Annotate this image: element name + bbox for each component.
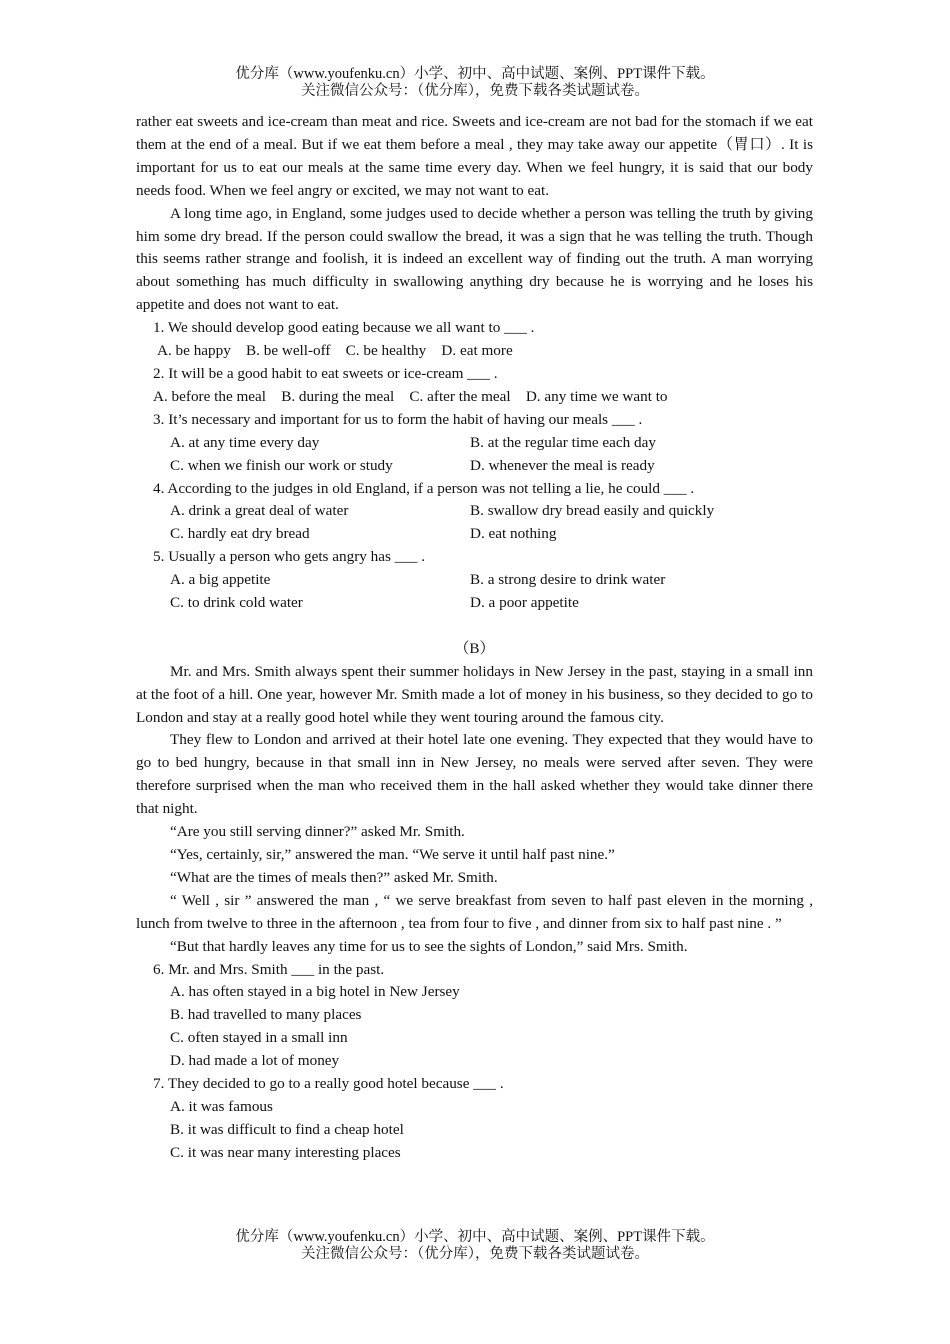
option-d: D. a poor appetite [470,594,579,612]
option-c: C. to drink cold water [170,594,303,612]
passage-a-paragraph-2: A long time ago, in England, some judges used to decide whether a person was telling the truth by giving him some dry bread. If the person could swallow the bread, it was a sign that he was telling the truth. Though this seems rather strange and foolish, it is indeed an excellent way of finding out the truth. A man worrying about something has much difficulty in swallowing anything dry because he is worrying and he loses his appetite and does not want to eat. [136,204,813,314]
option-c: C. hardly eat dry bread [170,525,310,543]
question-2: 2. It will be a good habit to eat sweets or ice-cream ___ . [153,364,498,382]
question-3-options-row-1 [136,432,813,455]
header-line-2: 关注微信公众号：（优分库），免费下载各类试题试卷。 [301,83,649,99]
option-a: A. at any time every day [170,433,320,451]
passage-b-paragraph-4: “Yes, certainly, sir,” answered the man. “We serve it until half past nine.” [170,845,615,863]
question-5-options-row-2 [136,592,813,615]
section-b-label: （B） [454,639,495,657]
page-header [0,66,950,100]
option-a: A. a big appetite [170,571,271,589]
question-4: 4. According to the judges in old England, if a person was not telling a lie, he could ___ . [153,479,695,497]
option-b: B. swallow dry bread easily and quickly [470,502,715,520]
passage-b-paragraph-1: Mr. and Mrs. Smith always spent their summer holidays in New Jersey in the past, staying in a small inn at the foot of a hill. One year, however Mr. Smith made a lot of money in his business, so they decided to go to London and stay at a really good hotel while they went touring around the famous city. [136,662,813,726]
section-spacer [136,615,813,638]
question-1-options: A. be happy B. be well-off C. be healthy D. eat more [157,342,513,360]
question-6-option-c: C. often stayed in a small inn [170,1029,348,1047]
option-d: D. eat nothing [470,525,557,543]
passage-a-paragraph-1: rather eat sweets and ice-cream than meat and rice. Sweets and ice-cream are not bad for the stomach if we eat them at the end of a meal. But if we eat them before a meal , they may take away our appetite（胃口）. It is important for us to eat our meals at the same time every day. When we feel hungry, it is said that our body needs food. When we feel angry or excited, we may not want to eat. [136,113,813,199]
question-4-options-row-1 [136,500,813,523]
question-5-options-row-1 [136,569,813,592]
passage-b-paragraph-7: “But that hardly leaves any time for us to see the sights of London,” said Mrs. Smith. [170,937,688,955]
option-b: B. at the regular time each day [470,433,656,451]
option-b: B. a strong desire to drink water [470,571,666,589]
question-1: 1. We should develop good eating because we all want to ___ . [153,319,535,337]
question-6-option-b: B. had travelled to many places [170,1006,362,1024]
question-6: 6. Mr. and Mrs. Smith ___ in the past. [153,960,385,978]
passage-b-paragraph-2: They flew to London and arrived at their hotel late one evening. They expected that they would have to go to bed hungry, because in that small inn in New Jersey, no meals were served after seven. They were therefore surprised when the man who received them in the hall asked whether they would take dinner there that night. [136,731,813,818]
passage-b-paragraph-3: “Are you still serving dinner?” asked Mr. Smith. [170,823,465,841]
footer-line-1: 优分库（www.youfenku.cn）小学、初中、高中试题、案例、PPT课件下载。 [235,1229,715,1245]
question-7: 7. They decided to go to a really good hotel because ___ . [153,1075,504,1093]
passage-b-paragraph-6: “ Well , sir ” answered the man , “ we serve breakfast from seven to half past eleven in the morning , lunch from twelve to three in the afternoon , tea from four to five , and dinner from six to half past nine . ” [136,891,813,932]
page-content [136,111,813,1165]
question-7-option-b: B. it was difficult to find a cheap hotel [170,1120,404,1138]
question-7-option-c: C. it was near many interesting places [170,1143,401,1161]
option-c: C. when we finish our work or study [170,456,393,474]
option-d: D. whenever the meal is ready [470,456,655,474]
question-7-option-a: A. it was famous [170,1097,273,1115]
question-5: 5. Usually a person who gets angry has ___ . [153,548,426,566]
question-3-options-row-2 [136,455,813,478]
option-a: A. drink a great deal of water [170,502,349,520]
question-6-option-a: A. has often stayed in a big hotel in New Jersey [170,983,460,1001]
header-line-1: 优分库（www.youfenku.cn）小学、初中、高中试题、案例、PPT课件下载。 [235,66,715,82]
question-3: 3. It’s necessary and important for us to form the habit of having our meals ___ . [153,410,643,428]
footer-line-2: 关注微信公众号：（优分库），免费下载各类试题试卷。 [301,1246,649,1262]
question-2-options: A. before the meal B. during the meal C. after the meal D. any time we want to [153,387,668,405]
passage-b-paragraph-5: “What are the times of meals then?” asked Mr. Smith. [170,868,498,886]
question-4-options-row-2 [136,523,813,546]
page-footer [0,1229,950,1263]
question-6-option-d: D. had made a lot of money [170,1052,340,1070]
